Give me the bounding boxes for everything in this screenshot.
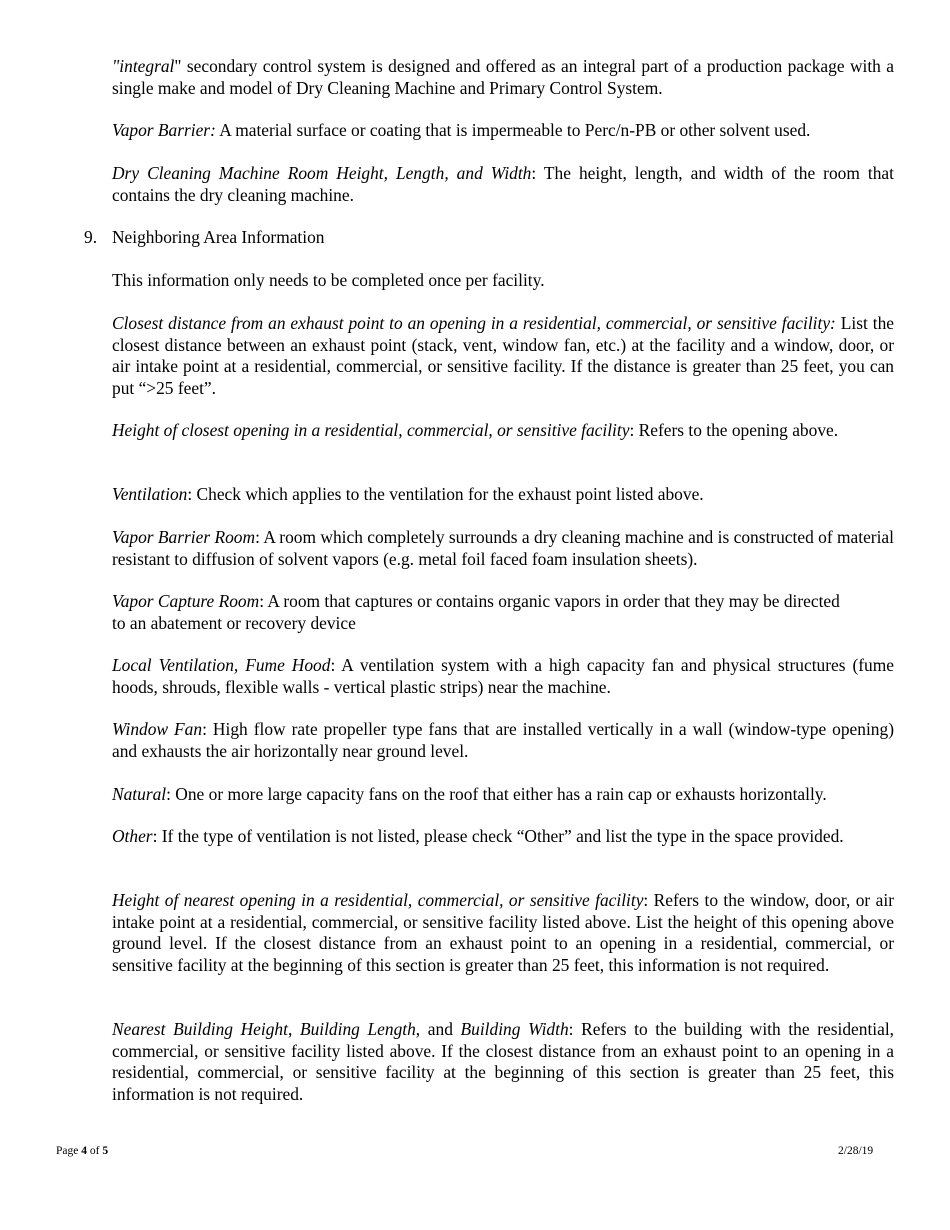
room-dimensions-term: Dry Cleaning Machine Room Height, Length, and Width bbox=[112, 163, 532, 183]
vapor-barrier-text: A material surface or coating that is impermeable to Perc/n-PB or other solvent used. bbox=[215, 120, 811, 140]
height-nearest-text: : Refers to the window, door, or air intake point at a residential, commercial, or sensitive facility listed above. List the height of this opening above ground level. If the closest distance from an exhaust point to an opening in a residential, commercial, or sensitive facility at the beginning of this section is greater than 25 feet, this information is not required. bbox=[112, 890, 894, 975]
vapor-barrier-room-text: : A room which completely surrounds a dry cleaning machine and is constructed of material resistant to diffusion of solvent vapors (e.g. metal foil faced foam insulation sheets). bbox=[112, 527, 894, 569]
page-current: 4 bbox=[81, 1145, 87, 1157]
height-nearest-paragraph bbox=[112, 890, 894, 976]
local-ventilation-term: Local Ventilation, Fume Hood bbox=[112, 655, 331, 675]
height-closest-paragraph bbox=[112, 420, 894, 442]
page-number-footer bbox=[56, 1144, 108, 1158]
integral-term: "integral bbox=[112, 56, 175, 76]
of-word: of bbox=[86, 1145, 103, 1157]
nearest-building-height-term: Nearest Building Height bbox=[112, 1019, 288, 1039]
ventilation-term: Ventilation bbox=[112, 484, 188, 504]
ventilation-paragraph bbox=[112, 484, 894, 506]
page-word: Page bbox=[56, 1145, 82, 1157]
local-ventilation-text: : A ventilation system with a high capacity fan and physical structures (fume hoods, shrouds, flexible walls - vertical plastic strips) near the machine. bbox=[112, 655, 894, 697]
vapor-barrier-term: Vapor Barrier: bbox=[112, 120, 216, 140]
vapor-capture-room-text: : A room that captures or contains organic vapors in order that they may be directed to an abatement or recovery device bbox=[112, 591, 840, 633]
height-closest-text: : Refers to the opening above. bbox=[629, 420, 839, 440]
natural-term: Natural bbox=[112, 784, 167, 804]
window-fan-text: : High flow rate propeller type fans that are installed vertically in a wall (window-type opening) and exhausts the air horizontally near ground level. bbox=[112, 719, 894, 761]
nearest-building-separator-2: , and bbox=[415, 1019, 461, 1039]
ventilation-text: : Check which applies to the ventilation for the exhaust point listed above. bbox=[187, 484, 704, 504]
nearest-building-paragraph bbox=[112, 1019, 894, 1105]
nearest-building-separator-1: , bbox=[287, 1019, 300, 1039]
vapor-barrier-room-paragraph bbox=[112, 527, 894, 570]
section-title: Neighboring Area Information bbox=[112, 227, 325, 247]
other-text: : If the type of ventilation is not listed, please check “Other” and list the type in the space provided. bbox=[152, 826, 844, 846]
room-dimensions-paragraph bbox=[112, 163, 894, 206]
natural-paragraph bbox=[112, 784, 894, 806]
other-term: Other bbox=[112, 826, 153, 846]
integral-paragraph bbox=[112, 56, 894, 99]
building-width-term: Building Width bbox=[460, 1019, 569, 1039]
page-total: 5 bbox=[102, 1145, 109, 1157]
nearest-building-text: : Refers to the building with the residential, commercial, or sensitive facility listed above. If the closest distance from an exhaust point to an opening in a residential, commercial, or sensitive facility at the beginning of this section is greater than 25 feet, this information is not required. bbox=[112, 1019, 895, 1104]
height-closest-term: Height of closest opening in a residential, commercial, or sensitive facility bbox=[112, 420, 630, 440]
closest-distance-term: Closest distance from an exhaust point to an opening in a residential, commercial, or sensitive facility: bbox=[112, 313, 836, 333]
height-nearest-term: Height of nearest opening in a residential, commercial, or sensitive facility bbox=[112, 890, 644, 910]
section-intro: This information only needs to be completed once per facility. bbox=[112, 270, 545, 290]
section-heading bbox=[84, 227, 325, 249]
local-ventilation-paragraph bbox=[112, 655, 894, 698]
vapor-barrier-paragraph bbox=[112, 120, 894, 142]
window-fan-paragraph bbox=[112, 719, 894, 762]
closest-distance-paragraph bbox=[112, 313, 894, 399]
vapor-capture-room-term: Vapor Capture Room bbox=[112, 591, 260, 611]
room-dimensions-text: : The height, length, and width of the room that contains the dry cleaning machine. bbox=[112, 163, 894, 205]
natural-text: : One or more large capacity fans on the roof that either has a rain cap or exhausts horizontally. bbox=[166, 784, 827, 804]
closest-distance-text: List the closest distance between an exhaust point (stack, vent, window fan, etc.) at the facility and a window, door, or air intake point at a residential, commercial, or sensitive facility. If the distance is greater than 25 feet, you can put “>25 feet”. bbox=[112, 313, 894, 398]
vapor-capture-room-paragraph bbox=[112, 591, 852, 634]
other-paragraph bbox=[112, 826, 894, 848]
section-number: 9. bbox=[84, 227, 98, 247]
footer-date: 2/28/19 bbox=[838, 1145, 874, 1157]
building-length-term: Building Length bbox=[299, 1019, 416, 1039]
window-fan-term: Window Fan bbox=[112, 719, 203, 739]
vapor-barrier-room-term: Vapor Barrier Room bbox=[112, 527, 256, 547]
integral-text: " secondary control system is designed and offered as an integral part of a production package with a single make and model of Dry Cleaning Machine and Primary Control System. bbox=[112, 56, 894, 98]
